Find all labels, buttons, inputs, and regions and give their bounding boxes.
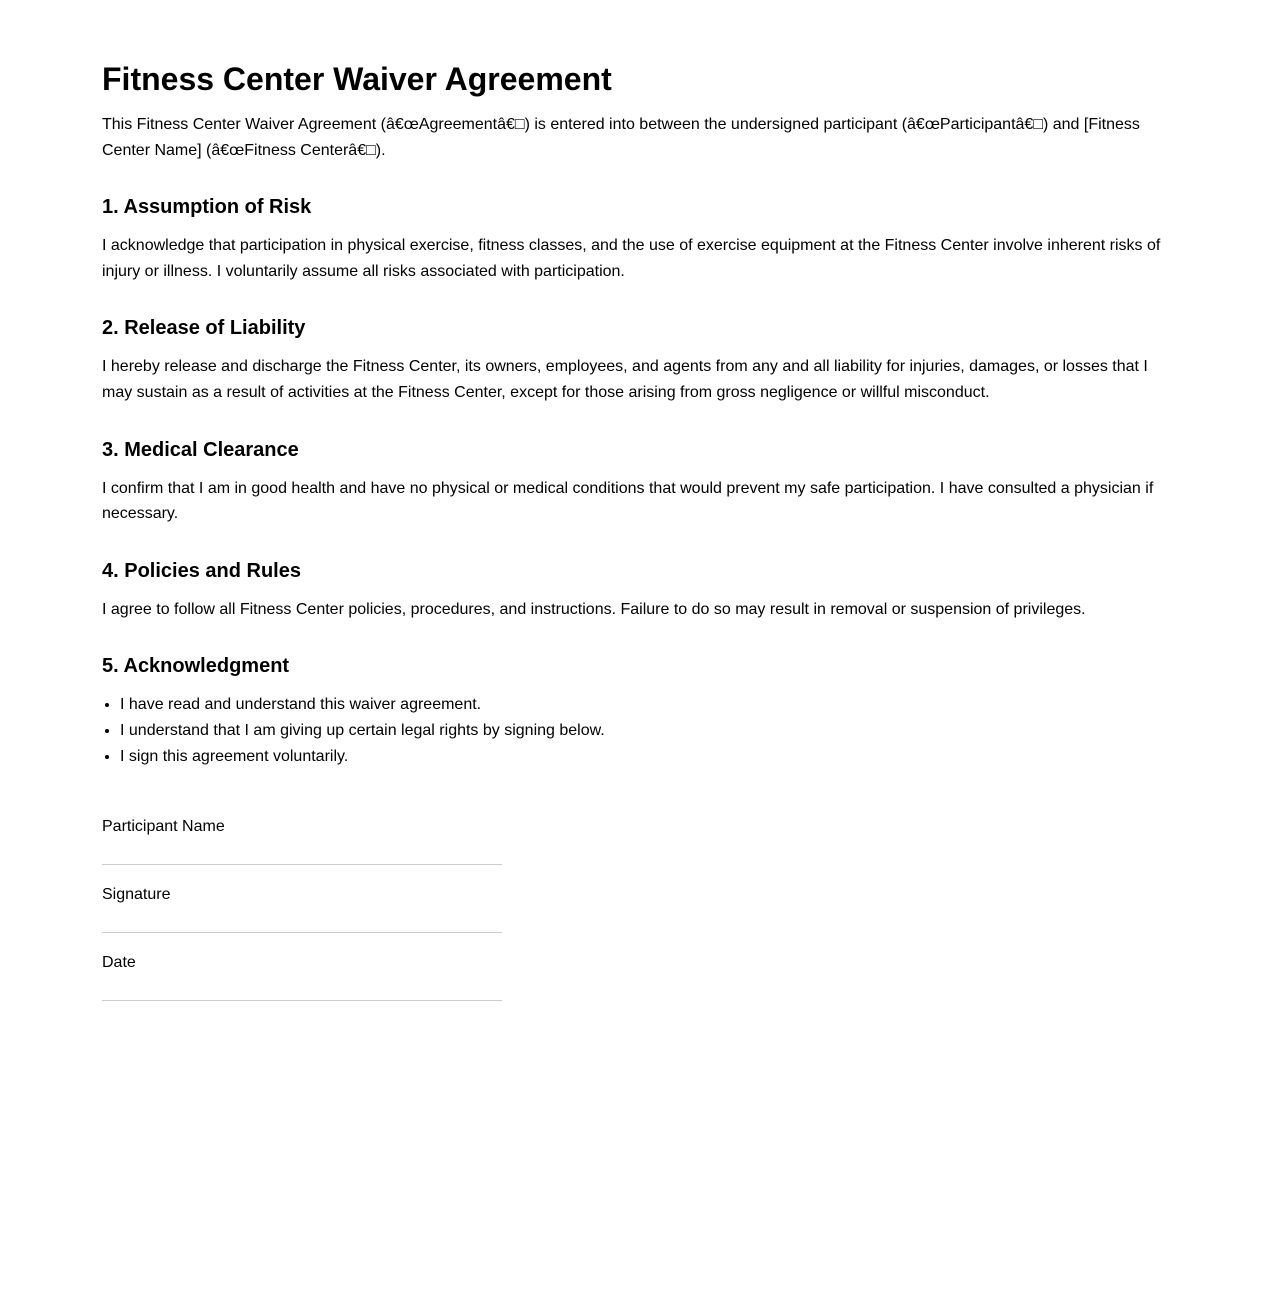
acknowledgment-list: [102, 692, 1172, 769]
section-body: I hereby release and discharge the Fitness Center, its owners, employees, and agents from any and all liability for injuries, damages, or losses that I may sustain as a result of activities at the Fitness Center, except for those arising from gross negligence or willful misconduct.: [102, 358, 1148, 401]
intro-paragraph: This Fitness Center Waiver Agreement (â€œAgreementâ€□) is entered into between the undersigned participant (â€œParticipantâ€□) and [Fitness Center Name] (â€œFitness Centerâ€□).: [102, 116, 1140, 159]
participant-name-label: Participant Name: [102, 818, 225, 836]
signature-label: Signature: [102, 886, 171, 904]
section-heading: 3. Medical Clearance: [102, 438, 299, 461]
section-assumption-of-risk: [102, 193, 1172, 284]
list-item: • I have read and understand this waiver agreement.: [120, 692, 1172, 718]
document-title: Fitness Center Waiver Agreement: [102, 61, 612, 97]
list-item: • I understand that I am giving up certain legal rights by signing below.: [120, 718, 1172, 744]
section-policies-and-rules: [102, 557, 1172, 623]
section-body: I acknowledge that participation in physical exercise, fitness classes, and the use of exercise equipment at the Fitness Center involve inherent risks of injury or illness. I voluntarily assume all risks associated with participation.: [102, 237, 1161, 280]
date-label: Date: [102, 954, 136, 972]
section-body: I confirm that I am in good health and have no physical or medical conditions that would prevent my safe participation. I have consulted a physician if necessary.: [102, 479, 1154, 523]
section-heading: 4. Policies and Rules: [102, 559, 301, 582]
date-line[interactable]: [102, 999, 502, 1001]
section-heading: 1. Assumption of Risk: [102, 196, 312, 219]
document-content: [102, 58, 1172, 1021]
participant-name-line[interactable]: [102, 863, 502, 865]
section-body: I agree to follow all Fitness Center policies, procedures, and instructions. Failure to do so may result in removal or suspension of privileges.: [102, 600, 1086, 618]
section-acknowledgment: [102, 652, 1172, 769]
participant-name-field[interactable]: [102, 817, 502, 865]
signature-block: [102, 817, 502, 1001]
signature-field[interactable]: [102, 885, 502, 933]
section-release-of-liability: [102, 314, 1172, 405]
section-medical-clearance: [102, 436, 1172, 527]
date-field[interactable]: [102, 953, 502, 1001]
list-item: • I sign this agreement voluntarily.: [120, 744, 1172, 770]
signature-line[interactable]: [102, 931, 502, 933]
section-heading: 2. Release of Liability: [102, 317, 306, 340]
section-heading: 5. Acknowledgment: [102, 655, 290, 678]
